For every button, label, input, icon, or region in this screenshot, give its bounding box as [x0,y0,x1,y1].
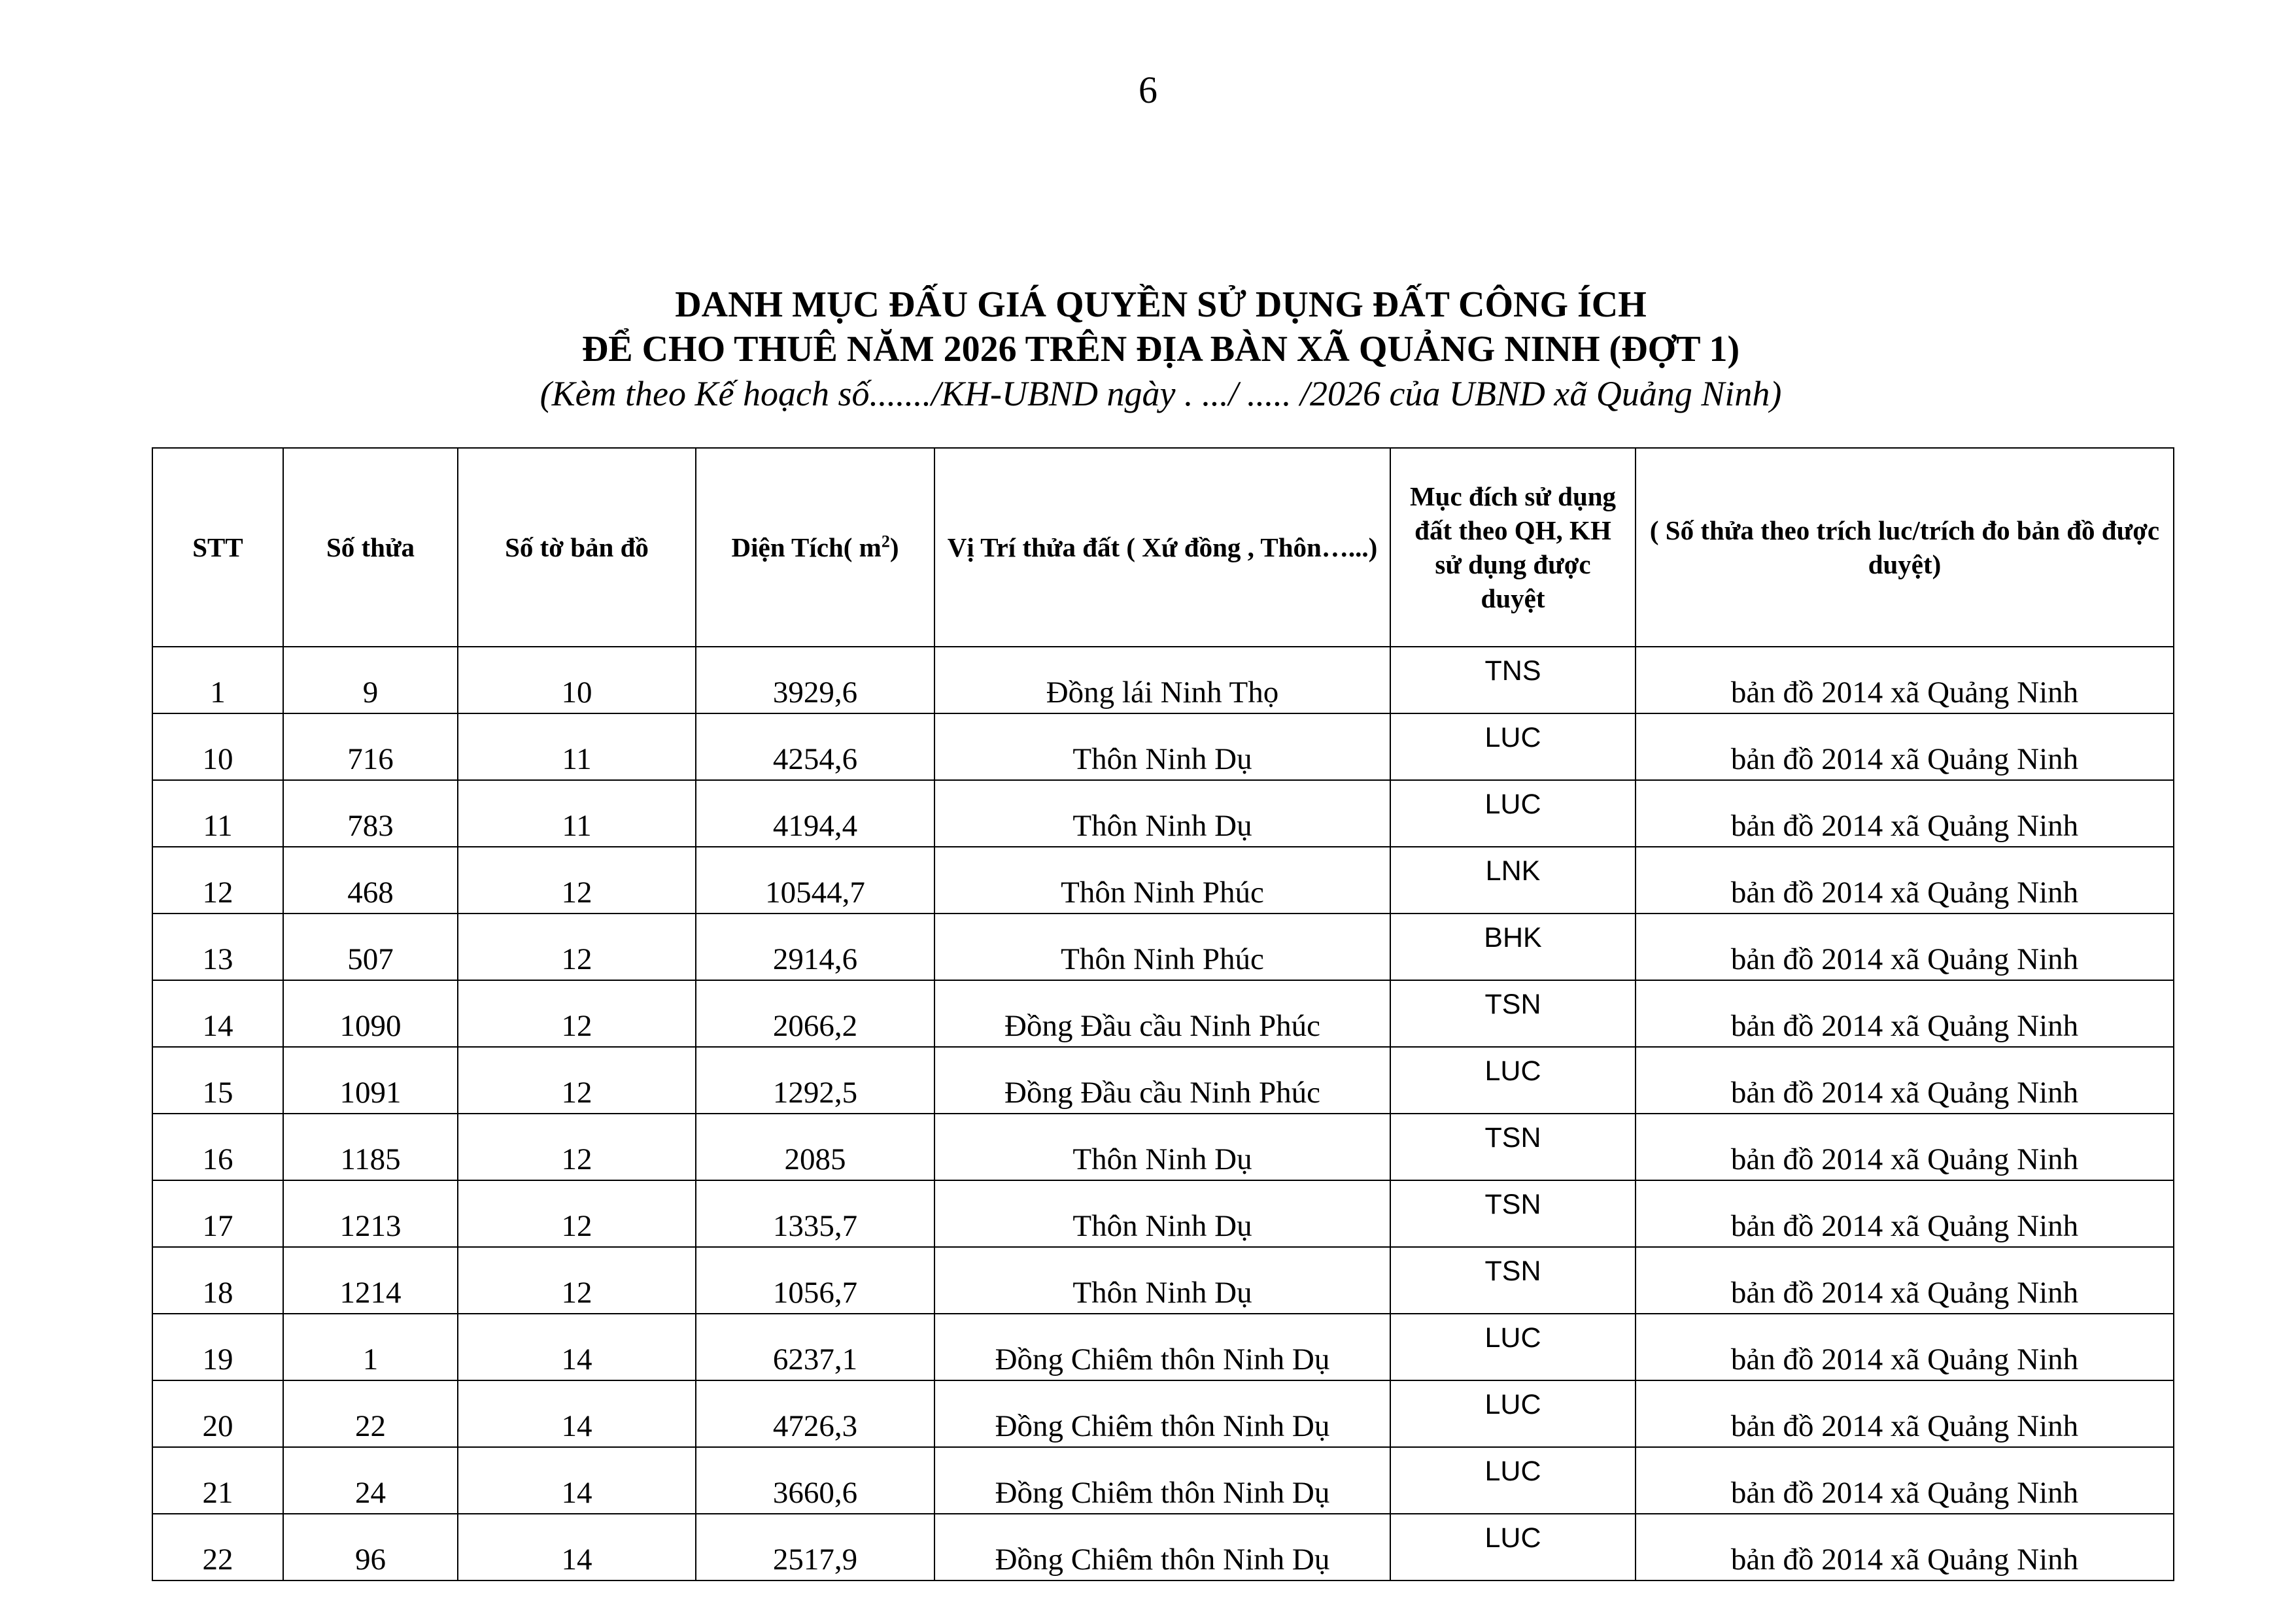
cell-stt: 11 [152,780,283,847]
cell-vi-tri: Đồng Chiêm thôn Ninh Dụ [934,1447,1390,1514]
cell-stt: 1 [152,647,283,713]
cell-dien-tich: 4254,6 [696,713,934,780]
cell-so-thua: 716 [283,713,458,780]
cell-ban-do: bản đồ 2014 xã Quảng Ninh [1636,1114,2174,1180]
cell-vi-tri: Thôn Ninh Dụ [934,1180,1390,1247]
cell-vi-tri: Đồng Đầu cầu Ninh Phúc [934,1047,1390,1114]
cell-so-to-ban-do: 12 [458,1114,696,1180]
cell-so-thua: 783 [283,780,458,847]
header-ban-do: ( Số thửa theo trích luc/trích đo bản đồ được duyệt) [1636,448,2174,647]
header-stt: STT [152,448,283,647]
cell-muc-dich: TNS [1390,647,1636,713]
cell-so-to-ban-do: 12 [458,847,696,914]
cell-so-to-ban-do: 12 [458,1180,696,1247]
cell-vi-tri: Đồng lái Ninh Thọ [934,647,1390,713]
cell-stt: 20 [152,1380,283,1447]
cell-so-to-ban-do: 10 [458,647,696,713]
cell-so-to-ban-do: 11 [458,780,696,847]
cell-dien-tich: 2914,6 [696,914,934,980]
cell-vi-tri: Thôn Ninh Dụ [934,713,1390,780]
cell-so-to-ban-do: 12 [458,1047,696,1114]
cell-stt: 19 [152,1314,283,1380]
cell-vi-tri: Thôn Ninh Phúc [934,914,1390,980]
cell-muc-dich: BHK [1390,914,1636,980]
header-vi-tri: Vị Trí thửa đất ( Xứ đồng , Thôn…...) [934,448,1390,647]
cell-so-to-ban-do: 12 [458,1247,696,1314]
table-row [152,1247,2174,1314]
cell-vi-tri: Đồng Đầu cầu Ninh Phúc [934,980,1390,1047]
table-row [152,1114,2174,1180]
cell-dien-tich: 2066,2 [696,980,934,1047]
cell-dien-tich: 10544,7 [696,847,934,914]
header-dien-tich [696,448,934,647]
land-auction-table [152,447,2174,1581]
cell-so-thua: 1 [283,1314,458,1380]
cell-stt: 12 [152,847,283,914]
cell-stt: 21 [152,1447,283,1514]
cell-ban-do: bản đồ 2014 xã Quảng Ninh [1636,1314,2174,1380]
table-row [152,647,2174,713]
table-row [152,780,2174,847]
table-row [152,1314,2174,1380]
cell-dien-tich: 4726,3 [696,1380,934,1447]
cell-vi-tri: Đồng Chiêm thôn Ninh Dụ [934,1514,1390,1580]
document-title [0,282,2296,416]
table-row [152,980,2174,1047]
table-header-row [152,448,2174,647]
cell-muc-dich: TSN [1390,1114,1636,1180]
cell-so-to-ban-do: 14 [458,1380,696,1447]
table-row [152,847,2174,914]
cell-so-thua: 1214 [283,1247,458,1314]
cell-muc-dich: LUC [1390,1047,1636,1114]
cell-vi-tri: Thôn Ninh Dụ [934,1247,1390,1314]
cell-dien-tich: 1056,7 [696,1247,934,1314]
cell-vi-tri: Đồng Chiêm thôn Ninh Dụ [934,1314,1390,1380]
cell-so-thua: 96 [283,1514,458,1580]
cell-muc-dich: TSN [1390,1180,1636,1247]
cell-muc-dich: TSN [1390,1247,1636,1314]
table-row [152,1047,2174,1114]
cell-ban-do: bản đồ 2014 xã Quảng Ninh [1636,914,2174,980]
cell-ban-do: bản đồ 2014 xã Quảng Ninh [1636,1247,2174,1314]
cell-ban-do: bản đồ 2014 xã Quảng Ninh [1636,1380,2174,1447]
cell-ban-do: bản đồ 2014 xã Quảng Ninh [1636,847,2174,914]
cell-ban-do: bản đồ 2014 xã Quảng Ninh [1636,1180,2174,1247]
cell-ban-do: bản đồ 2014 xã Quảng Ninh [1636,1514,2174,1580]
cell-muc-dich: LUC [1390,1447,1636,1514]
cell-so-to-ban-do: 14 [458,1514,696,1580]
table-row [152,1180,2174,1247]
cell-dien-tich: 1335,7 [696,1180,934,1247]
cell-muc-dich: LUC [1390,780,1636,847]
cell-vi-tri: Đồng Chiêm thôn Ninh Dụ [934,1380,1390,1447]
cell-stt: 22 [152,1514,283,1580]
cell-ban-do: bản đồ 2014 xã Quảng Ninh [1636,980,2174,1047]
header-muc-dich: Mục đích sử dụng đất theo QH, KH sử dụng được duyệt [1390,448,1636,647]
cell-muc-dich: LUC [1390,1314,1636,1380]
cell-so-to-ban-do: 14 [458,1447,696,1514]
cell-muc-dich: LNK [1390,847,1636,914]
cell-ban-do: bản đồ 2014 xã Quảng Ninh [1636,1047,2174,1114]
title-line-1: DANH MỤC ĐẤU GIÁ QUYỀN SỬ DỤNG ĐẤT CÔNG ÍCH [675,284,1647,325]
cell-stt: 14 [152,980,283,1047]
cell-dien-tich: 4194,4 [696,780,934,847]
cell-vi-tri: Thôn Ninh Phúc [934,847,1390,914]
cell-so-to-ban-do: 12 [458,914,696,980]
header-so-to-ban-do: Số tờ bản đồ [458,448,696,647]
cell-so-to-ban-do: 11 [458,713,696,780]
cell-so-thua: 22 [283,1380,458,1447]
cell-stt: 16 [152,1114,283,1180]
table-row [152,914,2174,980]
cell-dien-tich: 1292,5 [696,1047,934,1114]
cell-so-thua: 1091 [283,1047,458,1114]
cell-stt: 10 [152,713,283,780]
cell-stt: 13 [152,914,283,980]
cell-muc-dich: LUC [1390,713,1636,780]
cell-ban-do: bản đồ 2014 xã Quảng Ninh [1636,647,2174,713]
cell-stt: 17 [152,1180,283,1247]
table-row [152,1380,2174,1447]
page-number: 6 [1139,69,1157,111]
table-row [152,1447,2174,1514]
cell-stt: 18 [152,1247,283,1314]
cell-so-thua: 9 [283,647,458,713]
cell-dien-tich: 3929,6 [696,647,934,713]
title-line-2: ĐỂ CHO THUÊ NĂM 2026 TRÊN ĐỊA BÀN XÃ QUẢNG NINH (ĐỢT 1) [581,329,1740,369]
cell-dien-tich: 2517,9 [696,1514,934,1580]
cell-so-thua: 1185 [283,1114,458,1180]
cell-so-thua: 1213 [283,1180,458,1247]
cell-so-thua: 507 [283,914,458,980]
title-subtitle: (Kèm theo Kế hoạch số......./KH-UBND ngày . .../ ..... /2026 của UBND xã Quảng Ninh) [540,374,1782,413]
cell-vi-tri: Thôn Ninh Dụ [934,1114,1390,1180]
header-dien-tich-close: ) [889,532,899,562]
header-dien-tich-text: Diện Tích( m [731,532,882,562]
cell-ban-do: bản đồ 2014 xã Quảng Ninh [1636,780,2174,847]
cell-ban-do: bản đồ 2014 xã Quảng Ninh [1636,1447,2174,1514]
cell-so-thua: 1090 [283,980,458,1047]
cell-muc-dich: LUC [1390,1380,1636,1447]
cell-so-to-ban-do: 14 [458,1314,696,1380]
cell-muc-dich: LUC [1390,1514,1636,1580]
table-row [152,713,2174,780]
cell-stt: 15 [152,1047,283,1114]
cell-dien-tich: 3660,6 [696,1447,934,1514]
cell-dien-tich: 2085 [696,1114,934,1180]
cell-vi-tri: Thôn Ninh Dụ [934,780,1390,847]
header-so-thua: Số thửa [283,448,458,647]
cell-so-to-ban-do: 12 [458,980,696,1047]
cell-so-thua: 468 [283,847,458,914]
header-dien-tich-superscript: 2 [881,532,890,551]
cell-dien-tich: 6237,1 [696,1314,934,1380]
table-row [152,1514,2174,1580]
cell-so-thua: 24 [283,1447,458,1514]
cell-muc-dich: TSN [1390,980,1636,1047]
cell-ban-do: bản đồ 2014 xã Quảng Ninh [1636,713,2174,780]
